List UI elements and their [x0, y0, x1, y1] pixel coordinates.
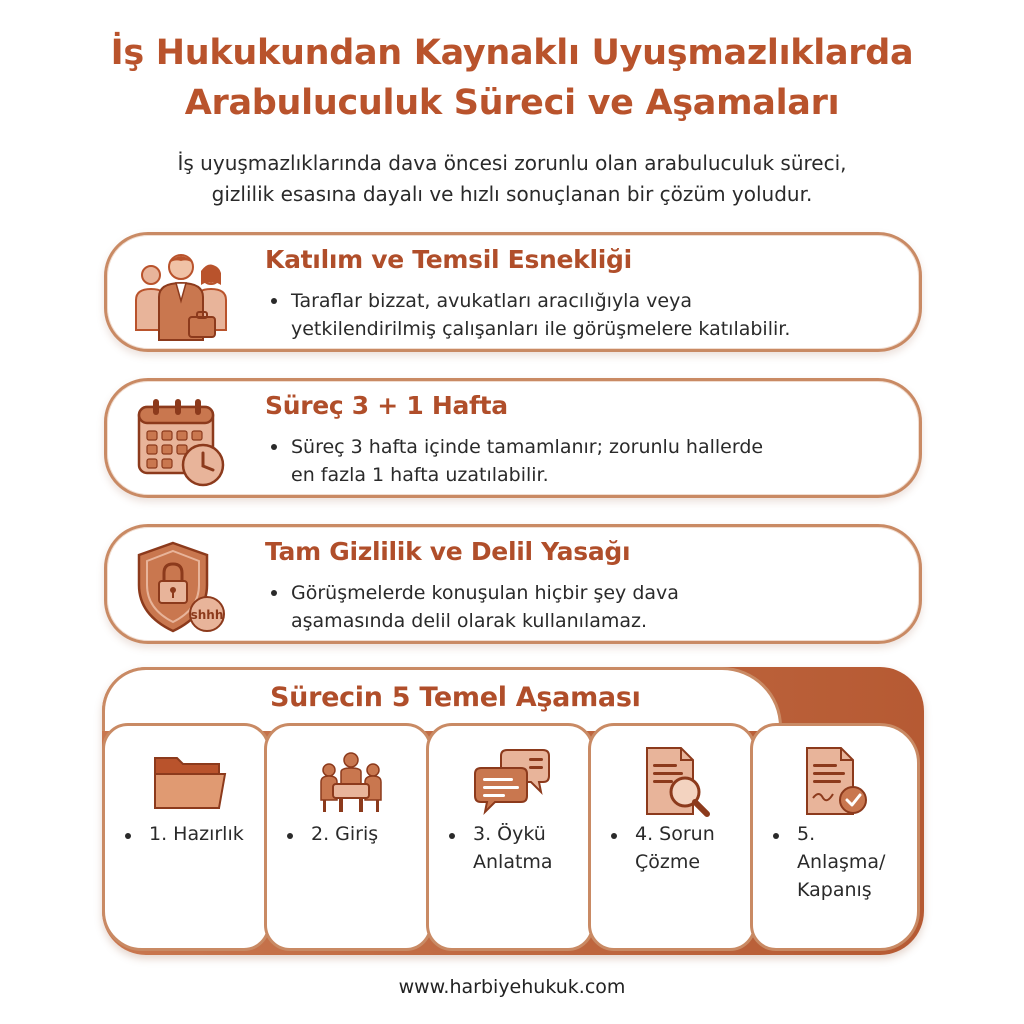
stage-agreement-closing	[750, 723, 920, 951]
stage-label-line-2: Anlaşma/	[797, 851, 886, 873]
document-check-icon	[797, 742, 877, 822]
card-body-line-1: Taraflar bizzat, avukatları aracılığıyla veya	[291, 290, 692, 312]
stages-panel	[102, 667, 924, 955]
stage-label	[149, 820, 273, 848]
stage-label-line-1: 5.	[797, 823, 816, 845]
card-body	[265, 287, 905, 343]
stage-opening	[264, 723, 432, 951]
stage-label-line-2: Çözme	[635, 851, 701, 873]
bullet-icon	[271, 444, 277, 450]
stage-label-line-1: 2. Giriş	[311, 823, 379, 845]
stage-label-line-1: 4. Sorun	[635, 823, 715, 845]
page-title-line-1: İş Hukukundan Kaynaklı Uyuşmazlıklarda	[110, 33, 914, 73]
card-duration	[104, 378, 922, 498]
stage-label	[311, 820, 435, 848]
bullet-icon	[773, 833, 779, 839]
page-title-line-2: Arabuluculuk Süreci ve Aşamaları	[184, 83, 840, 123]
shield-lock-icon	[131, 537, 231, 637]
card-body-line-1: Süreç 3 hafta içinde tamamlanır; zorunlu hallerde	[291, 436, 764, 458]
card-confidentiality	[104, 524, 922, 644]
people-icon	[131, 245, 231, 345]
card-body-line-2: aşamasında delil olarak kullanılamaz.	[291, 610, 648, 632]
bullet-icon	[125, 833, 131, 839]
stage-label	[473, 820, 597, 876]
footer-website: www.harbiyehukuk.com	[398, 976, 626, 998]
card-body	[265, 579, 905, 635]
stage-storytelling	[426, 723, 594, 951]
page-title	[0, 28, 1024, 128]
document-search-icon	[635, 742, 715, 822]
card-body	[265, 433, 905, 489]
stage-label	[635, 820, 759, 876]
stage-problem-solving	[588, 723, 756, 951]
card-body-line-2: en fazla 1 hafta uzatılabilir.	[291, 464, 549, 486]
stages-title: Sürecin 5 Temel Aşaması	[270, 682, 641, 713]
card-title: Süreç 3 + 1 Hafta	[265, 391, 508, 420]
page-subtitle-line-2: gizlilik esasına dayalı ve hızlı sonuçlanan bir çözüm yoludur.	[211, 182, 813, 206]
meeting-table-icon	[311, 742, 391, 822]
stage-preparation	[102, 723, 270, 951]
stage-label-line-2: Anlatma	[473, 851, 553, 873]
stage-label-line-1: 1. Hazırlık	[149, 823, 244, 845]
bullet-icon	[287, 833, 293, 839]
card-title: Katılım ve Temsil Esnekliği	[265, 245, 632, 274]
folder-icon	[149, 742, 229, 822]
shhh-label: shhh	[190, 608, 224, 622]
bullet-icon	[449, 833, 455, 839]
card-body-line-2: yetkilendirilmiş çalışanları ile görüşmelere katılabilir.	[291, 318, 791, 340]
calendar-clock-icon	[131, 391, 231, 491]
card-participation	[104, 232, 922, 352]
speech-bubbles-icon	[473, 742, 553, 822]
card-body-line-1: Görüşmelerde konuşulan hiçbir şey dava	[291, 582, 679, 604]
bullet-icon	[271, 298, 277, 304]
page-subtitle	[0, 148, 1024, 210]
stage-label-line-3: Kapanış	[797, 879, 872, 901]
bullet-icon	[271, 590, 277, 596]
stage-label	[797, 820, 921, 904]
stages-header	[102, 667, 782, 731]
stage-label-line-1: 3. Öykü	[473, 823, 546, 845]
card-title: Tam Gizlilik ve Delil Yasağı	[265, 537, 631, 566]
bullet-icon	[611, 833, 617, 839]
page-subtitle-line-1: İş uyuşmazlıklarında dava öncesi zorunlu olan arabuluculuk süreci,	[177, 151, 847, 175]
